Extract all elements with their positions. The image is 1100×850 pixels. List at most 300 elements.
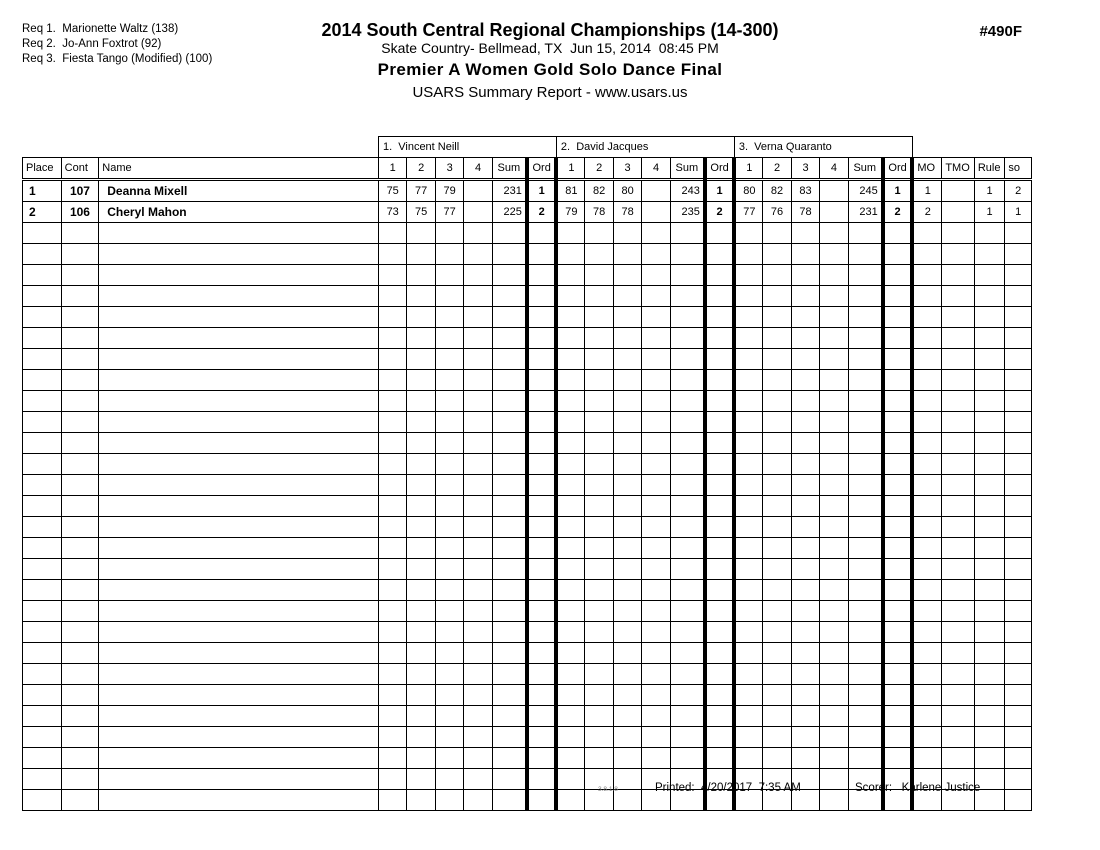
score-cell xyxy=(435,706,463,727)
score-cell xyxy=(464,790,492,811)
name-cell xyxy=(99,286,379,307)
sum-cell xyxy=(670,475,705,496)
judge-header: 1. Vincent Neill xyxy=(378,137,556,158)
score-cell xyxy=(734,349,762,370)
name-cell xyxy=(99,622,379,643)
score-cell xyxy=(613,664,641,685)
rule-cell xyxy=(974,559,1005,580)
score-cell xyxy=(791,412,819,433)
place-cell xyxy=(23,475,62,496)
score-cell xyxy=(435,307,463,328)
score-cell xyxy=(734,286,762,307)
score-cell xyxy=(585,643,613,664)
col-header-score-1: 1 xyxy=(734,158,762,180)
ord-cell xyxy=(705,706,734,727)
score-cell xyxy=(378,727,406,748)
score-cell: 81 xyxy=(556,180,584,202)
name-cell xyxy=(99,496,379,517)
score-cell xyxy=(791,265,819,286)
mo-cell xyxy=(912,454,941,475)
score-cell xyxy=(642,265,670,286)
score-cell xyxy=(464,706,492,727)
mo-cell xyxy=(912,244,941,265)
cont-cell xyxy=(61,496,99,517)
score-cell xyxy=(763,307,791,328)
venue-date-line: Skate Country- Bellmead, TX Jun 15, 2014 08:45 PM xyxy=(381,40,719,56)
score-cell xyxy=(613,475,641,496)
score-cell xyxy=(435,622,463,643)
score-cell xyxy=(763,727,791,748)
score-cell xyxy=(763,580,791,601)
cont-cell xyxy=(61,370,99,391)
place-cell xyxy=(23,559,62,580)
score-cell xyxy=(734,496,762,517)
score-cell xyxy=(378,391,406,412)
ord-cell xyxy=(705,685,734,706)
score-cell xyxy=(585,307,613,328)
score-cell xyxy=(763,328,791,349)
score-cell xyxy=(556,727,584,748)
score-cell xyxy=(585,538,613,559)
score-cell xyxy=(820,601,848,622)
score-cell xyxy=(820,748,848,769)
tmo-cell xyxy=(942,580,975,601)
ord-cell xyxy=(883,433,913,454)
score-cell xyxy=(763,664,791,685)
empty-row xyxy=(23,664,1032,685)
score-cell xyxy=(378,685,406,706)
score-cell xyxy=(407,748,435,769)
requirement-line: Req 3. Fiesta Tango (Modified) (100) xyxy=(22,53,213,65)
ord-cell xyxy=(883,601,913,622)
score-cell xyxy=(642,433,670,454)
cont-cell xyxy=(61,454,99,475)
score-cell xyxy=(378,286,406,307)
empty-row xyxy=(23,223,1032,244)
score-cell xyxy=(763,370,791,391)
mo-cell xyxy=(912,517,941,538)
score-cell xyxy=(820,286,848,307)
so-cell xyxy=(1005,622,1032,643)
sum-cell xyxy=(848,433,883,454)
requirement-line: Req 1. Marionette Waltz (138) xyxy=(22,23,179,35)
mo-cell xyxy=(912,748,941,769)
score-cell xyxy=(556,475,584,496)
ord-cell xyxy=(705,349,734,370)
score-cell xyxy=(585,748,613,769)
col-header-score-4: 4 xyxy=(642,158,670,180)
score-cell xyxy=(613,412,641,433)
score-cell xyxy=(613,433,641,454)
rule-cell xyxy=(974,706,1005,727)
sum-cell xyxy=(848,517,883,538)
ord-cell xyxy=(705,748,734,769)
mo-cell xyxy=(912,622,941,643)
mo-cell xyxy=(912,349,941,370)
ord-cell xyxy=(527,475,557,496)
name-cell xyxy=(99,706,379,727)
score-cell xyxy=(378,328,406,349)
name-cell xyxy=(99,601,379,622)
score-cell xyxy=(556,223,584,244)
score-cell xyxy=(791,244,819,265)
score-cell xyxy=(585,328,613,349)
empty-row xyxy=(23,685,1032,706)
score-cell xyxy=(464,559,492,580)
score-cell xyxy=(464,391,492,412)
rule-cell xyxy=(974,223,1005,244)
ord-cell: 2 xyxy=(527,202,557,223)
sum-cell xyxy=(670,748,705,769)
place-cell xyxy=(23,685,62,706)
score-cell xyxy=(763,433,791,454)
score-cell xyxy=(407,706,435,727)
ord-cell xyxy=(527,370,557,391)
score-cell xyxy=(791,706,819,727)
score-cell: 82 xyxy=(585,180,613,202)
score-cell xyxy=(464,769,492,790)
sum-cell xyxy=(492,601,527,622)
name-cell: Cheryl Mahon xyxy=(99,202,379,223)
score-cell: 79 xyxy=(556,202,584,223)
score-cell xyxy=(378,370,406,391)
score-cell xyxy=(378,412,406,433)
score-cell xyxy=(763,244,791,265)
cont-cell xyxy=(61,328,99,349)
ord-cell xyxy=(883,244,913,265)
score-cell xyxy=(613,727,641,748)
mo-cell xyxy=(912,412,941,433)
judge-row-left-spacer xyxy=(23,137,379,158)
name-cell xyxy=(99,685,379,706)
score-cell xyxy=(734,727,762,748)
judge-header: 3. Verna Quaranto xyxy=(734,137,912,158)
score-cell: 78 xyxy=(791,202,819,223)
score-cell: 80 xyxy=(734,180,762,202)
score-cell xyxy=(585,412,613,433)
score-cell xyxy=(763,412,791,433)
score-cell xyxy=(556,328,584,349)
score-cell xyxy=(435,433,463,454)
place-cell xyxy=(23,349,62,370)
tmo-cell xyxy=(942,349,975,370)
mo-cell xyxy=(912,559,941,580)
empty-row xyxy=(23,538,1032,559)
sum-cell xyxy=(848,223,883,244)
ord-cell xyxy=(705,601,734,622)
sum-cell xyxy=(670,643,705,664)
score-cell xyxy=(435,748,463,769)
tmo-cell xyxy=(942,601,975,622)
score-cell xyxy=(642,517,670,538)
score-cell xyxy=(613,622,641,643)
report-number: #490F xyxy=(979,23,1022,40)
score-cell: 77 xyxy=(734,202,762,223)
score-cell xyxy=(791,370,819,391)
score-cell xyxy=(763,286,791,307)
ord-cell xyxy=(705,412,734,433)
sum-cell xyxy=(492,580,527,601)
score-cell xyxy=(435,496,463,517)
mo-cell xyxy=(912,685,941,706)
col-header-score-3: 3 xyxy=(791,158,819,180)
sum-cell xyxy=(492,349,527,370)
score-cell xyxy=(820,475,848,496)
ord-cell: 1 xyxy=(883,180,913,202)
score-cell xyxy=(613,517,641,538)
rule-cell xyxy=(974,307,1005,328)
sum-cell xyxy=(492,622,527,643)
score-cell xyxy=(556,349,584,370)
score-cell xyxy=(407,622,435,643)
sum-cell xyxy=(492,244,527,265)
ord-cell xyxy=(705,265,734,286)
score-cell xyxy=(820,265,848,286)
score-cell xyxy=(407,580,435,601)
score-cell xyxy=(791,328,819,349)
sum-cell xyxy=(848,622,883,643)
ord-cell: 1 xyxy=(705,180,734,202)
score-cell xyxy=(613,370,641,391)
rule-cell xyxy=(974,286,1005,307)
score-cell xyxy=(378,538,406,559)
ord-cell xyxy=(883,475,913,496)
empty-row xyxy=(23,370,1032,391)
mo-cell xyxy=(912,223,941,244)
mo-cell xyxy=(912,265,941,286)
score-cell xyxy=(464,643,492,664)
score-cell xyxy=(642,391,670,412)
name-cell xyxy=(99,580,379,601)
col-header-cont: Cont xyxy=(61,158,99,180)
score-cell xyxy=(378,475,406,496)
score-cell: 75 xyxy=(378,180,406,202)
score-cell xyxy=(642,664,670,685)
score-cell xyxy=(435,685,463,706)
tmo-cell xyxy=(942,706,975,727)
scorer-gap xyxy=(892,782,902,794)
score-cell xyxy=(585,622,613,643)
ord-cell xyxy=(883,559,913,580)
place-cell xyxy=(23,244,62,265)
sum-cell: 231 xyxy=(848,202,883,223)
score-table xyxy=(22,136,1032,811)
so-cell xyxy=(1005,580,1032,601)
ord-cell xyxy=(527,643,557,664)
score-cell xyxy=(791,538,819,559)
empty-row xyxy=(23,412,1032,433)
sum-cell xyxy=(492,475,527,496)
sum-cell xyxy=(492,433,527,454)
sum-cell xyxy=(492,706,527,727)
score-cell xyxy=(407,328,435,349)
sum-cell xyxy=(670,391,705,412)
score-cell xyxy=(791,307,819,328)
sum-cell xyxy=(492,307,527,328)
cont-cell xyxy=(61,727,99,748)
name-cell xyxy=(99,265,379,286)
score-cell xyxy=(435,769,463,790)
ord-cell xyxy=(527,790,557,811)
tmo-cell xyxy=(942,328,975,349)
score-cell xyxy=(820,454,848,475)
score-cell xyxy=(464,538,492,559)
name-cell xyxy=(99,538,379,559)
tmo-cell xyxy=(942,748,975,769)
sum-cell xyxy=(492,454,527,475)
sum-cell xyxy=(492,496,527,517)
cont-cell xyxy=(61,790,99,811)
score-cell xyxy=(613,685,641,706)
score-cell xyxy=(820,643,848,664)
mo-cell xyxy=(912,664,941,685)
col-header-sum: Sum xyxy=(492,158,527,180)
name-cell xyxy=(99,412,379,433)
ord-cell xyxy=(883,538,913,559)
score-cell xyxy=(734,685,762,706)
place-cell xyxy=(23,454,62,475)
score-cell xyxy=(585,664,613,685)
tmo-cell xyxy=(942,265,975,286)
score-cell xyxy=(642,601,670,622)
score-cell xyxy=(613,454,641,475)
score-cell xyxy=(734,517,762,538)
ord-cell xyxy=(705,328,734,349)
score-cell xyxy=(820,244,848,265)
place-cell xyxy=(23,286,62,307)
sum-cell xyxy=(670,265,705,286)
sum-cell xyxy=(848,475,883,496)
rule-cell xyxy=(974,748,1005,769)
sum-cell xyxy=(492,517,527,538)
score-cell xyxy=(791,496,819,517)
tmo-cell xyxy=(942,685,975,706)
sum-cell xyxy=(848,559,883,580)
score-cell xyxy=(435,370,463,391)
name-cell xyxy=(99,370,379,391)
score-cell xyxy=(642,286,670,307)
sum-cell xyxy=(492,790,527,811)
name-cell xyxy=(99,349,379,370)
score-cell xyxy=(407,643,435,664)
score-cell xyxy=(378,349,406,370)
score-cell xyxy=(642,454,670,475)
score-cell xyxy=(585,223,613,244)
score-cell xyxy=(407,496,435,517)
title-block xyxy=(0,20,1100,102)
sum-cell xyxy=(492,391,527,412)
name-cell xyxy=(99,559,379,580)
score-cell xyxy=(820,412,848,433)
score-cell xyxy=(763,538,791,559)
tmo-cell xyxy=(942,496,975,517)
score-cell xyxy=(642,307,670,328)
score-cell xyxy=(763,475,791,496)
empty-row xyxy=(23,454,1032,475)
cont-cell xyxy=(61,433,99,454)
score-cell xyxy=(734,328,762,349)
score-cell xyxy=(556,538,584,559)
score-cell xyxy=(556,391,584,412)
place-cell xyxy=(23,790,62,811)
score-cell xyxy=(407,223,435,244)
score-cell xyxy=(556,559,584,580)
page-title: 2014 South Central Regional Championships (14-300) xyxy=(321,20,779,40)
ord-cell xyxy=(883,685,913,706)
ord-cell xyxy=(705,433,734,454)
empty-row xyxy=(23,496,1032,517)
competitor-row xyxy=(23,202,1032,223)
score-cell xyxy=(464,517,492,538)
col-header-score-2: 2 xyxy=(763,158,791,180)
score-cell xyxy=(378,265,406,286)
score-cell xyxy=(734,706,762,727)
cont-cell xyxy=(61,643,99,664)
score-cell xyxy=(613,391,641,412)
score-cell xyxy=(613,307,641,328)
score-cell xyxy=(820,223,848,244)
name-cell xyxy=(99,769,379,790)
score-cell xyxy=(585,601,613,622)
score-cell xyxy=(435,601,463,622)
printed-value: 4/20/2017 7:35 AM xyxy=(701,782,801,794)
ord-cell xyxy=(705,727,734,748)
score-cell xyxy=(585,580,613,601)
ord-cell xyxy=(883,517,913,538)
score-cell xyxy=(642,244,670,265)
ord-cell xyxy=(527,244,557,265)
sum-cell xyxy=(848,370,883,391)
score-cell xyxy=(435,349,463,370)
sum-cell xyxy=(848,349,883,370)
name-cell xyxy=(99,454,379,475)
ord-cell xyxy=(883,727,913,748)
score-cell xyxy=(435,790,463,811)
rule-cell xyxy=(974,475,1005,496)
score-cell xyxy=(585,244,613,265)
score-cell xyxy=(464,664,492,685)
score-cell xyxy=(435,244,463,265)
place-cell xyxy=(23,370,62,391)
so-cell xyxy=(1005,433,1032,454)
tmo-cell xyxy=(942,180,975,202)
sum-cell xyxy=(492,748,527,769)
score-cell xyxy=(556,790,584,811)
score-cell xyxy=(556,517,584,538)
sum-cell: 243 xyxy=(670,180,705,202)
name-cell xyxy=(99,223,379,244)
rule-cell xyxy=(974,244,1005,265)
score-cell xyxy=(464,496,492,517)
so-cell xyxy=(1005,370,1032,391)
score-cell xyxy=(378,307,406,328)
score-cell xyxy=(763,349,791,370)
sum-cell xyxy=(670,622,705,643)
cont-cell xyxy=(61,391,99,412)
score-cell xyxy=(435,643,463,664)
ord-cell xyxy=(883,643,913,664)
name-cell xyxy=(99,643,379,664)
score-cell xyxy=(820,349,848,370)
score-cell xyxy=(613,559,641,580)
sum-cell xyxy=(492,769,527,790)
so-cell xyxy=(1005,454,1032,475)
score-cell xyxy=(820,580,848,601)
ord-cell xyxy=(883,496,913,517)
col-header-place: Place xyxy=(23,158,62,180)
score-cell xyxy=(556,622,584,643)
place-cell xyxy=(23,391,62,412)
